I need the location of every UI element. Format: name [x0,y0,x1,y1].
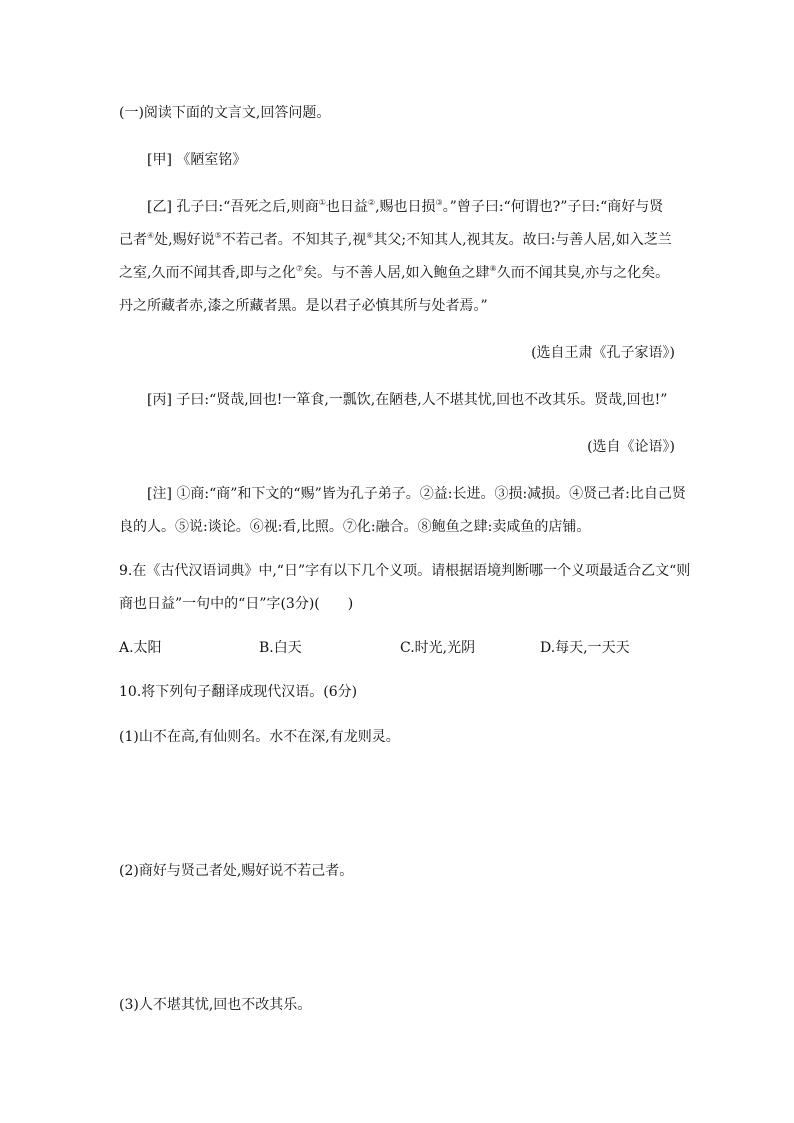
option-d: D.每天,一天天 [540,640,630,656]
passage-text: ,赐也日损 [375,199,436,215]
passage-text: 也日益 [325,199,368,215]
question-9-line-2: 商也日益”一句中的“日”字(3分)( ) [119,596,354,612]
passage-yi-source: (选自王肃《孔子家语》) [531,345,675,361]
passage-text: 。”曾子曰:“何谓也?”子曰:“商好与贤 [442,199,664,215]
passage-text: 其父;不知其人,视其友。故曰:与善人居,如入芝兰 [373,232,672,248]
passage-yi-tag: [乙] [147,199,172,215]
passage-text: 处,赐好说 [154,232,215,248]
note-mark: ③ [435,198,443,207]
passage-yi-line-2 [119,230,672,250]
notes-line-2: 良的人。⑤说:谈论。⑥视:看,比照。⑦化:融合。⑧鲍鱼之肆:卖咸鱼的店铺。 [119,519,591,535]
section-title: (一)阅读下面的文言文,回答问题。 [119,105,331,121]
option-c: C.时光,光阴 [400,640,476,656]
question-10-item-1: (1)山不在高,有仙则名。水不在深,有龙则灵。 [119,729,400,745]
notes-tag: [注] [147,486,172,502]
note-mark: ④ [147,231,155,240]
passage-text: 不若己者。不知其子,视 [221,232,367,248]
option-b: B.白天 [259,640,302,656]
passage-text: 矣。与不善人居,如入鲍鱼之肆 [303,265,490,281]
passage-bing-tag: [丙] [147,392,172,408]
note-mark: ⑦ [295,264,304,273]
passage-yi-line-3 [119,263,669,283]
passage-bing [147,390,667,410]
passage-jia-tag: [甲] [147,152,172,168]
passage-jia [147,150,246,170]
option-a: A.太阳 [119,640,162,656]
passage-text: 之室,久而不闻其香,即与之化 [119,265,296,281]
note-mark: ② [367,198,376,207]
passage-bing-text: 子曰:“贤哉,回也!一箪食,一瓢饮,在陋巷,人不堪其忧,回也不改其乐。贤哉,回也!” [176,392,668,408]
question-9-line-1: 9.在《古代汉语词典》中,“日”字有以下几个义项。请根据语境判断哪一个义项最适合乙文“则 [119,563,691,579]
passage-text: 孔子曰:“吾死之后,则商 [176,199,319,215]
passage-jia-title: 《陋室铭》 [176,152,247,168]
note-mark: ⑧ [489,264,497,273]
notes-text: ①商:“商”和下文的“赐”皆为孔子弟子。②益:长进。③损:减损。④贤己者:比自己贤 [176,486,686,502]
passage-text: 久而不闻其臭,亦与之化矣。 [496,265,670,281]
question-10-title: 10.将下列句子翻译成现代汉语。(6分) [119,684,358,700]
note-mark: ① [318,198,326,207]
passage-yi-line-1 [147,197,663,217]
question-10-item-2: (2)商好与贤己者处,赐好说不若己者。 [119,863,354,879]
passage-bing-source: (选自《论语》) [587,439,675,455]
passage-yi-line-4: 丹之所藏者赤,漆之所藏者黑。是以君子必慎其所与处者焉。” [119,298,488,314]
note-mark: ⑥ [366,231,374,240]
passage-text: 己者 [119,232,147,248]
note-mark: ⑤ [214,231,222,240]
question-10-item-3: (3)人不堪其忧,回也不改其乐。 [119,997,312,1013]
notes-line-1 [147,484,686,504]
